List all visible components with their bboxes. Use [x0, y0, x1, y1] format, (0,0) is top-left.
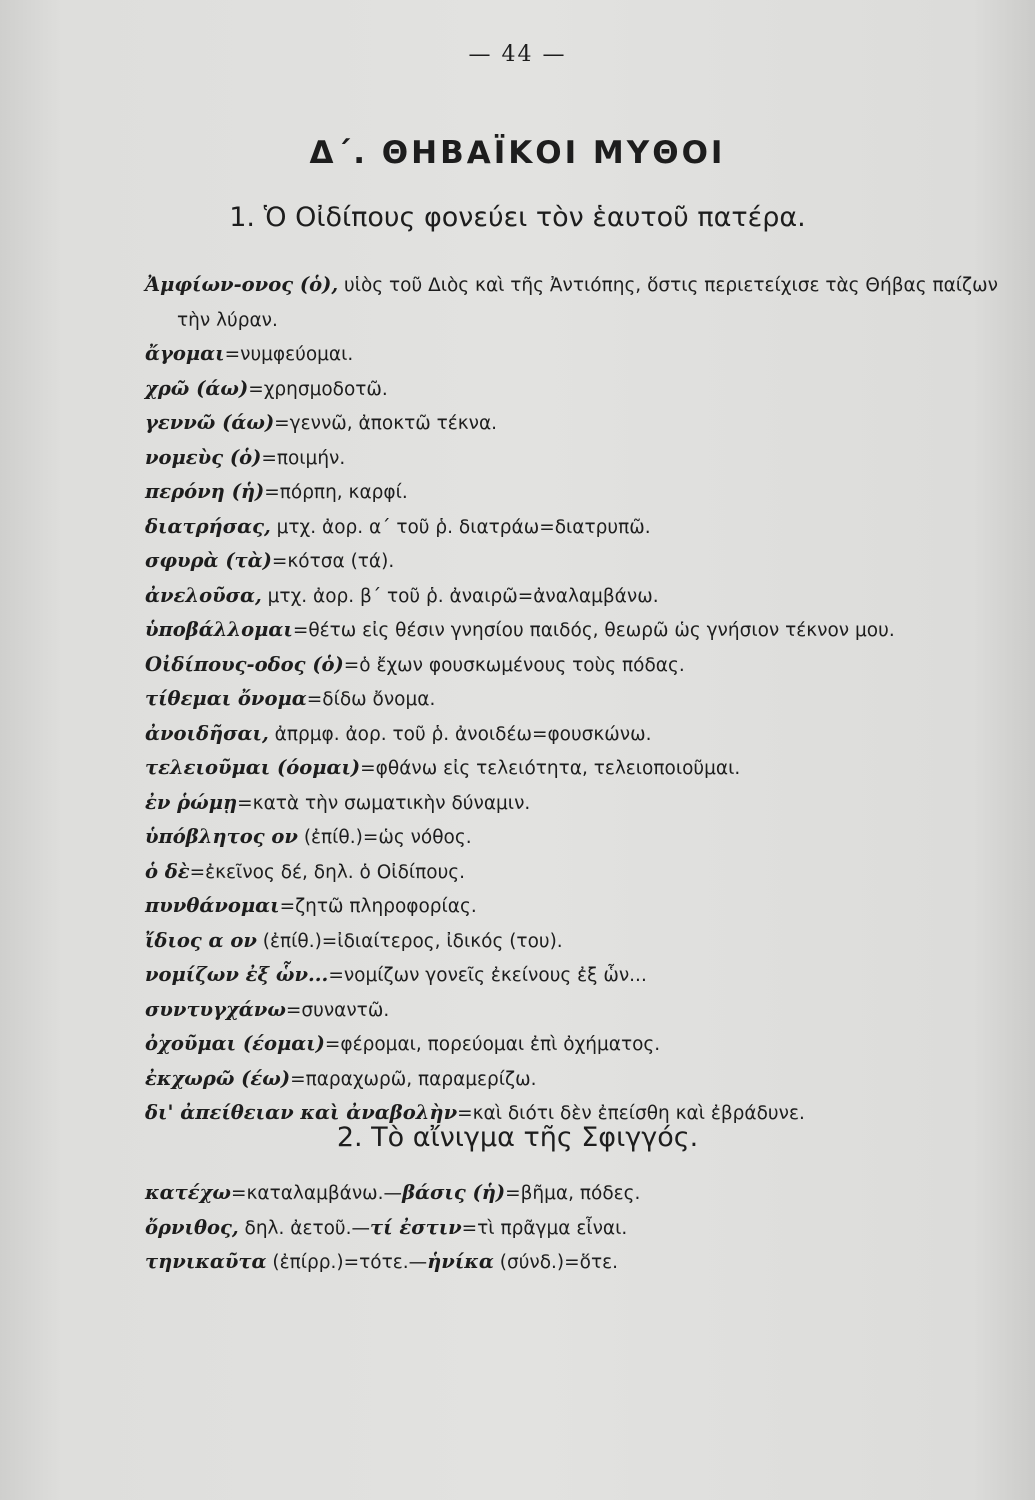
glossary-definition: =ἐκεῖνος δέ, δηλ. ὁ Οἰδίπους.	[189, 861, 466, 883]
glossary-entry	[145, 820, 1005, 855]
glossary-term: τί ἐστιν	[370, 1215, 462, 1239]
glossary-term: συντυγχάνω	[145, 997, 286, 1021]
glossary-entry	[145, 958, 1005, 993]
glossary-term: ὄρνιθος,	[145, 1215, 239, 1239]
glossary-entry	[145, 924, 1005, 959]
glossary-entry	[145, 544, 1005, 579]
glossary-definition: (σύνδ.)=ὅτε.	[493, 1252, 618, 1273]
glossary-definition: =παραχωρῶ, παραμερίζω.	[290, 1068, 537, 1090]
glossary-definition: =πόρπη, καρφί.	[264, 482, 408, 503]
glossary-term: χρῶ (άω)	[145, 376, 249, 400]
glossary-term: κατέχω	[145, 1181, 231, 1204]
glossary-term: βάσις (ἡ)	[402, 1181, 506, 1204]
glossary-term: ὀχοῦμαι (έομαι)	[145, 1032, 325, 1055]
glossary-definition: μτχ. ἀορ. α΄ τοῦ ῥ. διατράω=διατρυπῶ.	[270, 516, 651, 538]
glossary-entry	[145, 1062, 1005, 1097]
glossary-definition: =κατὰ τὴν σωματικὴν δύναμιν.	[237, 792, 531, 814]
glossary-definition: =συναντῶ.	[285, 999, 390, 1021]
glossary-term: γεννῶ (άω)	[145, 411, 275, 434]
glossary-term: ἄγομαι	[145, 342, 225, 365]
glossary-definition: (ἐπίθ.)=ἰδιαίτερος, ἰδικός (του).	[256, 930, 563, 952]
glossary-entry	[145, 613, 1005, 648]
subsection-title-2: 2. Τὸ αἴνιγμα τῆς Σφιγγός.	[336, 1122, 699, 1153]
glossary-definition: =νομίζων γονεῖς ἐκείνους ἐξ ὧν...	[328, 965, 647, 986]
glossary-entry	[145, 786, 1005, 821]
glossary-term: σφυρὰ (τὰ)	[145, 549, 272, 572]
glossary-term: ἀνοιδῆσαι,	[145, 721, 269, 745]
glossary-entry	[145, 751, 1005, 786]
glossary-definition: =βῆμα, πόδες.	[505, 1183, 641, 1204]
glossary-entry	[145, 475, 1005, 510]
glossary-term: νομίζων ἐξ ὧν...	[145, 963, 329, 986]
glossary-definition: =καταλαμβάνω.—	[231, 1183, 403, 1204]
glossary-definition: υἱὸς τοῦ Διὸς καὶ τῆς Ἀντιόπης, ὅστις περιετείχισε τὰς Θήβας παίζων τὴν λύραν.	[177, 275, 998, 331]
glossary-entry	[145, 993, 1005, 1028]
glossary-definition: =φέρομαι, πορεύομαι ἐπὶ ὀχήματος.	[324, 1034, 661, 1055]
subsection-title-1: 1. Ὁ Οἰδίπους φονεύει τὸν ἑαυτοῦ πατέρα.	[229, 202, 806, 233]
glossary-term: τελειοῦμαι (όομαι)	[145, 756, 361, 779]
glossary-term: πυνθάνομαι	[145, 894, 280, 917]
glossary-term: ὁ δὲ	[145, 859, 190, 883]
glossary-definition: =δίδω ὄνομα.	[306, 689, 436, 710]
glossary-definition: (ἐπίθ.)=ὡς νόθος.	[297, 827, 472, 848]
glossary-entry	[145, 889, 1005, 924]
glossary-entry	[145, 1176, 1005, 1211]
glossary-definition: δηλ. ἀετοῦ.—	[238, 1217, 370, 1239]
glossary-definition: =ποιμήν.	[261, 447, 346, 469]
glossary-definition: (ἐπίρρ.)=τότε.—	[266, 1252, 428, 1273]
glossary-entry	[145, 337, 1005, 372]
glossary-entry	[145, 579, 1005, 614]
glossary-term: ἐν ῥώμῃ	[145, 790, 238, 814]
glossary-term: ἀνελοῦσα,	[145, 583, 262, 607]
glossary-entry	[145, 648, 1005, 683]
glossary-term: ὑποβάλλομαι	[145, 618, 293, 641]
glossary-term: Οἰδίπους-οδος (ὁ)	[145, 652, 344, 676]
glossary-entry	[145, 1245, 1005, 1280]
page-number: — 44 —	[468, 42, 567, 67]
glossary-definition: ἀπρμφ. ἀορ. τοῦ ῥ. ἀνοιδέω=φουσκώνω.	[268, 723, 652, 745]
glossary-term: ὑπόβλητος ον	[145, 825, 298, 848]
glossary-definition: =τὶ πρᾶγμα εἶναι.	[461, 1217, 628, 1239]
glossary-entry	[145, 510, 1005, 545]
glossary-entry	[145, 1027, 1005, 1062]
glossary-list-1	[145, 268, 1005, 1131]
glossary-definition: =καὶ διότι δὲν ἐπείσθη καὶ ἐβράδυνε.	[457, 1103, 805, 1124]
glossary-term: νομεὺς (ὁ)	[145, 445, 262, 469]
glossary-term: ἐκχωρῶ (έω)	[145, 1066, 291, 1090]
glossary-term: περόνη (ἡ)	[145, 480, 265, 503]
glossary-definition: μτχ. ἀορ. β΄ τοῦ ῥ. ἀναιρῶ=ἀναλαμβάνω.	[261, 585, 659, 607]
glossary-definition: =κότσα (τά).	[271, 551, 395, 572]
glossary-term: Ἀμφίων-ονος (ὁ),	[145, 273, 339, 296]
glossary-entry	[145, 372, 1005, 407]
glossary-entry	[145, 682, 1005, 717]
glossary-list-2	[145, 1176, 1005, 1280]
glossary-term: τίθεμαι ὄνομα	[145, 687, 307, 710]
glossary-definition: =νυμφεύομαι.	[224, 344, 354, 365]
glossary-entry	[145, 855, 1005, 890]
section-title: Δ΄. ΘΗΒΑΪΚΟΙ ΜΥΘΟΙ	[309, 135, 726, 171]
glossary-entry	[145, 717, 1005, 752]
glossary-entry	[145, 1211, 1005, 1246]
glossary-term: διατρήσας,	[145, 514, 271, 538]
glossary-definition: =φθάνω εἰς τελειότητα, τελειοποιοῦμαι.	[360, 758, 741, 779]
glossary-definition: =γεννῶ, ἀποκτῶ τέκνα.	[274, 413, 498, 434]
glossary-definition: =ὁ ἔχων φουσκωμένους τοὺς πόδας.	[343, 654, 685, 676]
glossary-entry	[145, 268, 1005, 337]
glossary-definition: =θέτω εἰς θέσιν γνησίου παιδός, θεωρῶ ὡς γνήσιον τέκνον μου.	[292, 620, 895, 641]
glossary-term: δι' ἀπείθειαν καὶ ἀναβολὴν	[145, 1101, 458, 1124]
glossary-definition: =χρησμοδοτῶ.	[248, 378, 388, 400]
glossary-term: ἴδιος α ον	[145, 928, 257, 952]
glossary-entry	[145, 441, 1005, 476]
glossary-term: τηνικαῦτα	[145, 1250, 267, 1273]
glossary-entry	[145, 406, 1005, 441]
glossary-term: ἡνίκα	[427, 1250, 494, 1273]
glossary-definition: =ζητῶ πληροφορίας.	[279, 896, 477, 917]
